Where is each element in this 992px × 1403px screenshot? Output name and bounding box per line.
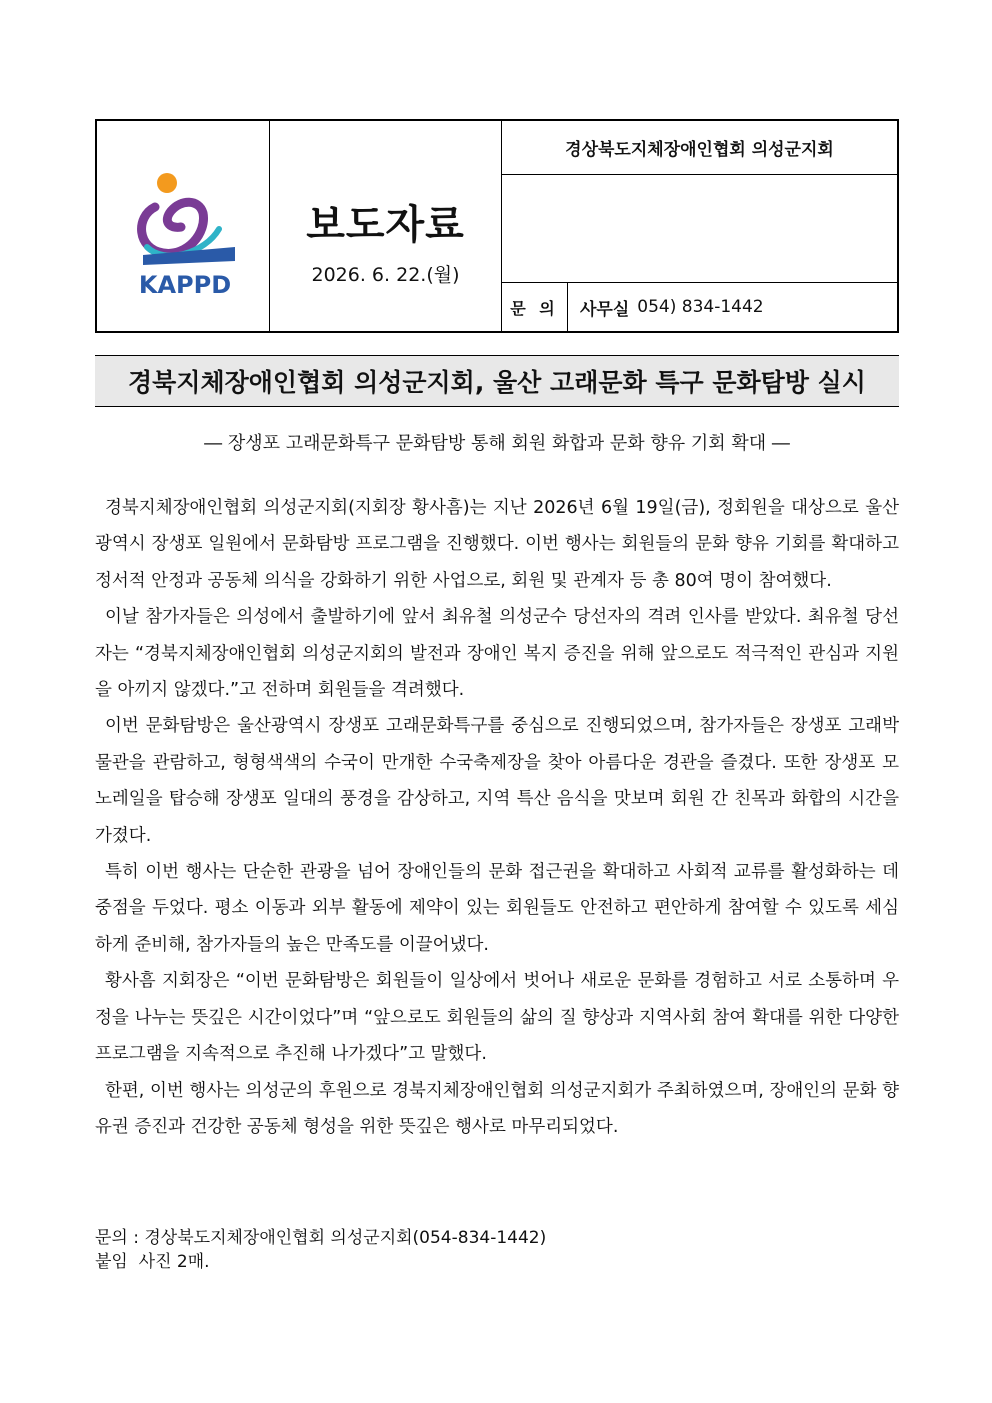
- kappd-logo: [125, 169, 245, 299]
- document-title: 보도자료: [306, 202, 465, 248]
- release-date: 2026. 6. 22.(월): [311, 264, 460, 286]
- paragraph: 이번 문화탐방은 울산광역시 장생포 고래문화특구를 중심으로 진행되었으며, 참가자들은 장생포 고래박물관을 관람하고, 형형색색의 수국이 만개한 수국축제장을 찾아 아름다운 경관을 즐겼다. 또한 장생포 모노레일을 탑승해 장생포 일대의 풍경을 감상하고, 지역 특산 음식을 맛보며 회원 간 친목과 화합의 시간을 가졌다.: [95, 716, 899, 846]
- paragraph: 특히 이번 행사는 단순한 관광을 넘어 장애인들의 문화 접근권을 확대하고 사회적 교류를 활성화하는 데 중점을 두었다. 평소 이동과 외부 활동에 제약이 있는 회원들도 안전하고 편안하게 참여할 수 있도록 세심하게 준비해, 참가자들의 높은 만족도를 이끌어냈다.: [95, 862, 899, 955]
- logo-text: KAPPD: [138, 271, 232, 299]
- contact-office: 사무실: [580, 299, 630, 320]
- contact-phone: 054) 834-1442: [637, 297, 764, 317]
- logo-cell: [97, 121, 270, 331]
- paragraph: 황사흠 지회장은 “이번 문화탐방은 회원들이 일상에서 벗어나 새로운 문화를 경험하고 서로 소통하며 우정을 나누는 뜻깊은 시간이었다”며 “앞으로도 회원들의 삶의 질 향상과 지역사회 참여 확대를 위한 다양한 프로그램을 지속적으로 추진해 나가겠다”고 말했다.: [95, 971, 899, 1065]
- contact-label: 문 의: [502, 283, 568, 331]
- header-table: [95, 119, 899, 333]
- headline: 경북지체장애인협회 의성군지회, 울산 고래문화 특구 문화탐방 실시: [95, 355, 899, 407]
- footer: [95, 1226, 899, 1274]
- contact-value: [568, 283, 897, 331]
- organization-name: 경상북도지체장애인협회 의성군지회: [502, 121, 897, 175]
- footer-attachment: 붙임 사진 2매.: [95, 1252, 210, 1272]
- article-body: [95, 490, 899, 1145]
- paragraph: 경북지체장애인협회 의성군지회(지회장 황사흠)는 지난 2026년 6월 19일(금), 정회원을 대상으로 울산광역시 장생포 일원에서 문화탐방 프로그램을 진행했다. 이번 행사는 회원들의 문화 향유 기회를 확대하고 정서적 안정과 공동체 의식을 강화하기 위한 사업으로, 회원 및 관계자 등 총 80여 명이 참여했다.: [95, 498, 899, 591]
- paragraph: 이날 참가자들은 의성에서 출발하기에 앞서 최유철 의성군수 당선자의 격려 인사를 받았다. 최유철 당선자는 “경북지체장애인협회 의성군지회의 발전과 장애인 복지 증진을 위해 앞으로도 적극적인 관심과 지원을 아끼지 않겠다.”고 전하며 회원들을 격려했다.: [95, 607, 899, 701]
- paragraph: 한편, 이번 행사는 의성군의 후원으로 경북지체장애인협회 의성군지회가 주최하였으며, 장애인의 문화 향유권 증진과 건강한 공동체 형성을 위한 뜻깊은 행사로 마무리되었다.: [95, 1080, 899, 1137]
- subtitle: ― 장생포 고래문화특구 문화탐방 통해 회원 화합과 문화 향유 기회 확대 ―: [204, 433, 790, 454]
- title-cell: [270, 121, 502, 331]
- blank-cell: [502, 175, 897, 283]
- footer-inquiry: 문의 : 경상북도지체장애인협회 의성군지회(054-834-1442): [95, 1228, 547, 1248]
